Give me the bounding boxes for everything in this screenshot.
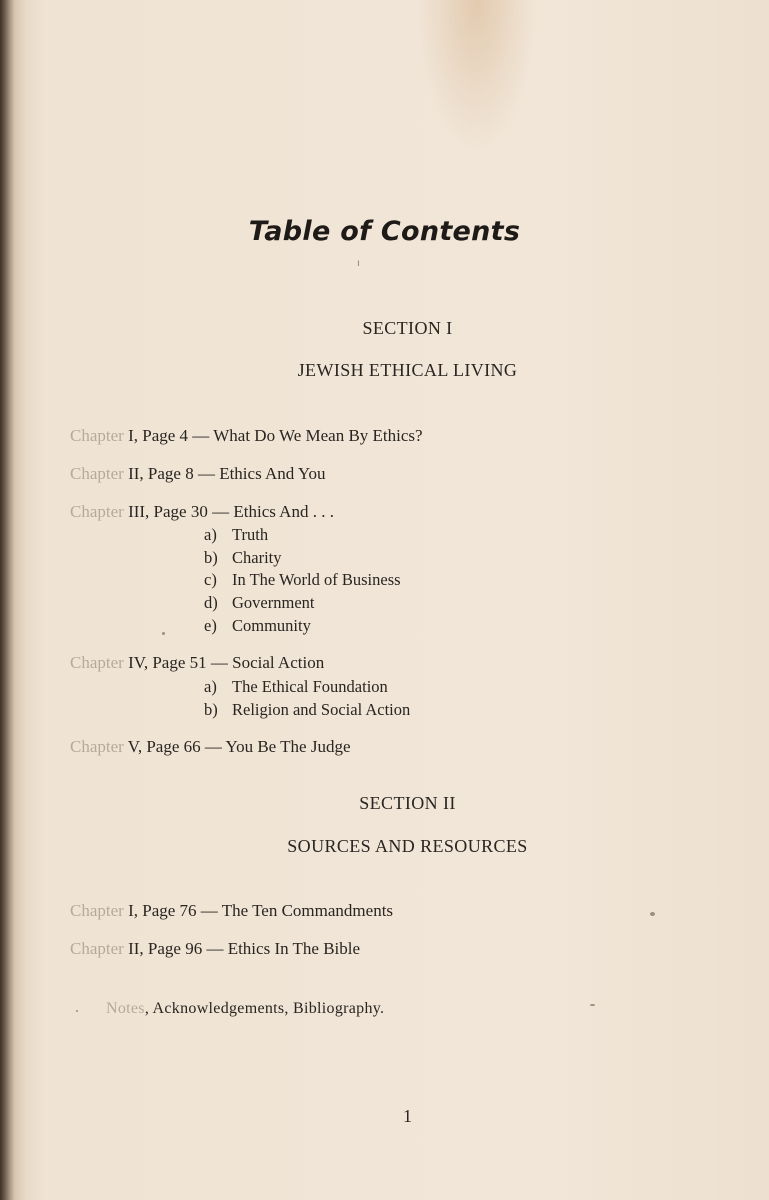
chapter-word: Chapter	[70, 939, 124, 958]
chapter-word: Chapter	[70, 737, 124, 756]
subentry-text: In The World of Business	[232, 570, 401, 589]
chapter-word: Chapter	[70, 464, 124, 483]
toc-entry-s1-ch1	[70, 426, 423, 446]
notes-label: , Acknowledgements, Bibliography.	[144, 1000, 385, 1017]
paper-speck	[590, 1004, 595, 1006]
notes-word: Notes	[106, 1000, 145, 1017]
toc-entry-label: I, Page 76 — The Ten Commandments	[123, 901, 394, 920]
page-number: 1	[403, 1106, 412, 1126]
toc-entry-s1-ch2	[70, 464, 325, 484]
toc-entry-label: IV, Page 51 — Social Action	[123, 653, 325, 672]
section-1-heading: SECTION I	[362, 318, 453, 338]
toc-entry-label: V, Page 66 — You Be The Judge	[123, 737, 351, 756]
subentry-letter: c)	[204, 570, 217, 589]
section-2-subtitle: SOURCES AND RESOURCES	[287, 836, 528, 856]
toc-subentry	[204, 700, 410, 720]
chapter-word: Chapter	[70, 426, 124, 445]
subentry-letter: b)	[204, 700, 218, 719]
subentry-letter: a)	[204, 677, 217, 696]
chapter-word: Chapter	[70, 653, 124, 672]
toc-entry-s1-ch3	[70, 502, 334, 522]
subentry-letter: d)	[204, 593, 218, 612]
paper-speck	[650, 912, 655, 916]
subentry-text: Religion and Social Action	[232, 700, 411, 719]
toc-subentry	[204, 548, 282, 568]
subentry-text: Truth	[232, 525, 269, 544]
subentry-text: Charity	[232, 548, 282, 567]
section-2-heading: SECTION II	[359, 793, 456, 813]
toc-entry-s1-ch4	[70, 653, 324, 673]
toc-entry-label: II, Page 8 — Ethics And You	[123, 464, 326, 483]
paper-speck	[162, 632, 165, 635]
toc-subentry	[204, 525, 268, 545]
page-title: Table of Contents	[248, 216, 521, 247]
subentry-letter: b)	[204, 548, 218, 567]
subentry-text: Government	[232, 593, 315, 612]
toc-entry-s1-ch5	[70, 737, 351, 757]
spine-shadow	[0, 0, 14, 1200]
section-1-subtitle: JEWISH ETHICAL LIVING	[297, 360, 518, 380]
chapter-word: Chapter	[70, 901, 124, 920]
toc-subentry	[204, 616, 311, 636]
subentry-letter: e)	[204, 616, 217, 635]
toc-entry-s2-ch1	[70, 901, 393, 921]
toc-entry-label: II, Page 96 — Ethics In The Bible	[123, 939, 361, 958]
ink-mark: ı	[357, 258, 360, 269]
subentry-text: Community	[232, 616, 311, 635]
toc-subentry	[204, 593, 314, 613]
toc-entry-s2-ch2	[70, 939, 360, 959]
chapter-word: Chapter	[70, 502, 124, 521]
toc-subentry	[204, 677, 388, 697]
toc-entry-label: I, Page 4 — What Do We Mean By Ethics?	[123, 426, 423, 445]
toc-notes-line	[106, 1000, 384, 1018]
paper-speck	[76, 1010, 78, 1012]
toc-subentry	[204, 570, 401, 590]
subentry-letter: a)	[204, 525, 217, 544]
subentry-text: The Ethical Foundation	[232, 677, 388, 696]
toc-entry-label: III, Page 30 — Ethics And . . .	[123, 502, 334, 521]
